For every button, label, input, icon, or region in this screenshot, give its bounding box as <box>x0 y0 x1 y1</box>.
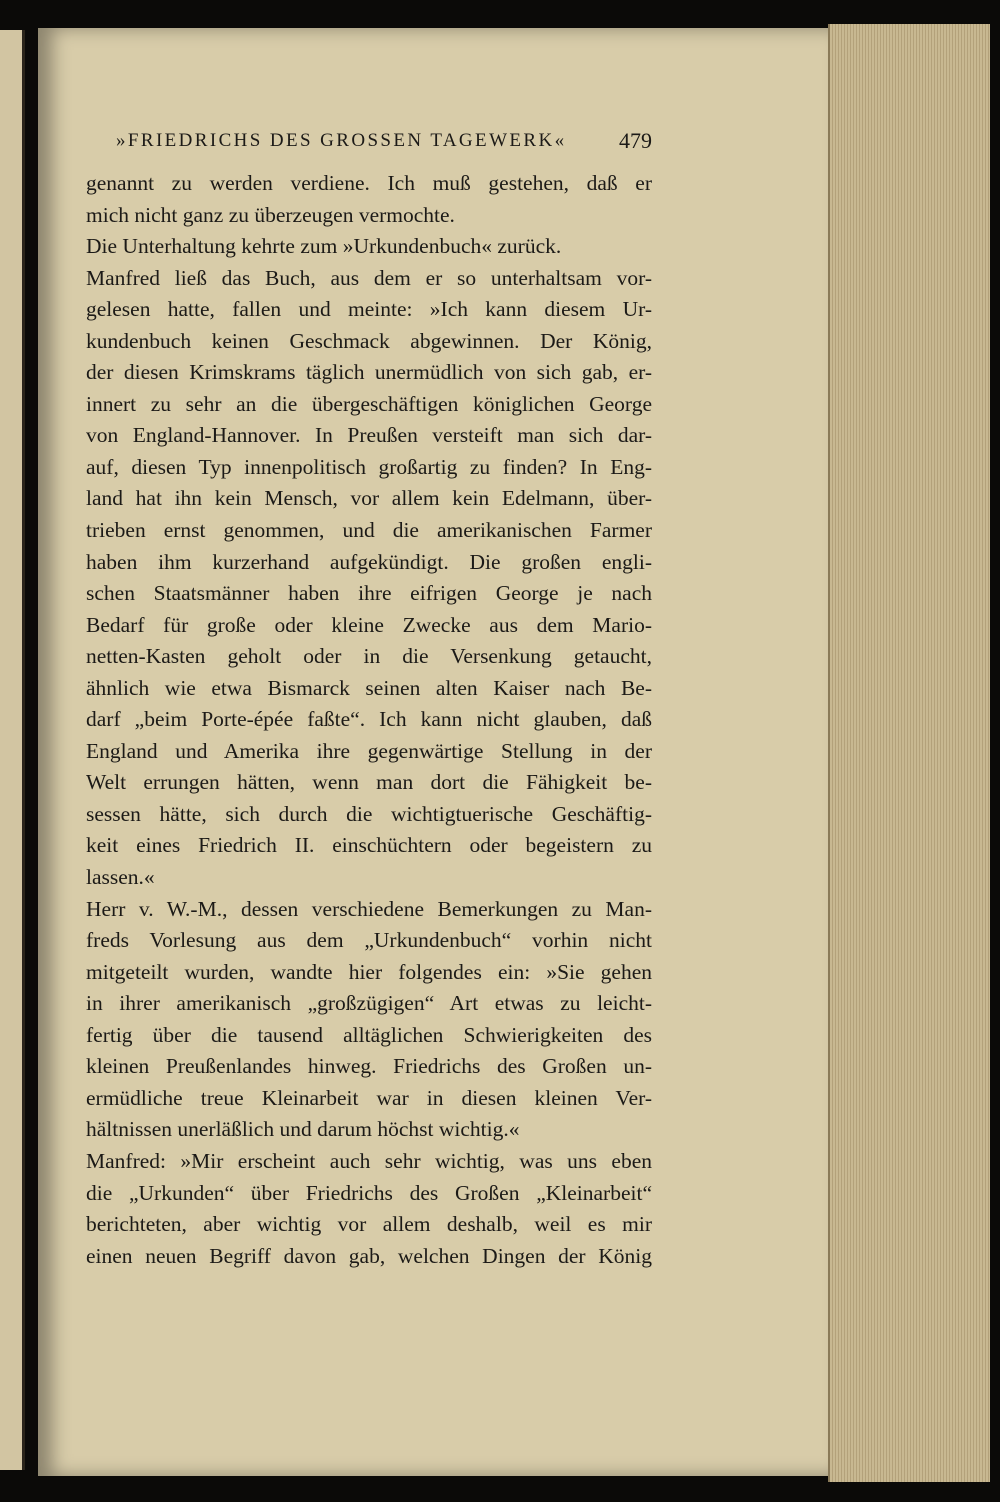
text-line: innert zu sehr an die übergeschäftigen königlichen George <box>86 391 652 416</box>
text-line: fertig über die tausend alltäglichen Schwierigkeiten des <box>86 1022 652 1047</box>
text-line: mich nicht ganz zu überzeugen vermochte. <box>86 202 455 227</box>
text-line: trieben ernst genommen, und die amerikanischen Farmer <box>86 518 652 543</box>
text-line: freds Vorlesung aus dem „Urkundenbuch“ vorhin nicht <box>86 928 652 953</box>
text-line: Welt errungen hätten, wenn man dort die Fähigkeit be- <box>86 770 652 795</box>
previous-page-edge <box>0 30 25 1470</box>
text-line: Manfred: »Mir erscheint auch sehr wichtig, was uns eben <box>86 1148 652 1173</box>
text-line: in ihrer amerikanisch „großzügigen“ Art etwas zu leicht- <box>86 991 652 1016</box>
text-line: der diesen Krimskrams täglich unermüdlich von sich gab, er- <box>86 360 652 385</box>
text-line: einen neuen Begriff davon gab, welchen Dingen der König <box>86 1243 652 1268</box>
text-line: von England-Hannover. In Preußen versteift man sich dar- <box>86 423 652 448</box>
text-line: darf „beim Porte-épée faßte“. Ich kann nicht glauben, daß <box>86 707 652 732</box>
text-line: die „Urkunden“ über Friedrichs des Großen „Kleinarbeit“ <box>86 1180 652 1205</box>
text-line: sessen hätte, sich durch die wichtigtuerische Geschäftig- <box>86 801 652 826</box>
text-line: genannt zu werden verdiene. Ich muß gestehen, daß er <box>86 171 652 195</box>
text-line: Manfred ließ das Buch, aus dem er so unterhaltsam vor- <box>86 265 652 290</box>
text-line: land hat ihn kein Mensch, vor allem kein Edelmann, über- <box>86 486 652 511</box>
text-line: England und Amerika ihre gegenwärtige Stellung in der <box>86 738 652 763</box>
text-line: gelesen hatte, fallen und meinte: »Ich kann diesem Ur- <box>86 297 652 322</box>
text-line: Die Unterhaltung kehrte zum »Urkundenbuch« zurück. <box>86 234 562 259</box>
running-head <box>116 130 652 160</box>
body-text <box>86 168 652 1288</box>
text-line: Herr v. W.-M., dessen verschiedene Bemerkungen zu Man- <box>86 896 652 921</box>
text-line: hältnissen unerläßlich und darum höchst wichtig.« <box>86 1117 520 1142</box>
text-line: ähnlich wie etwa Bismarck seinen alten Kaiser nach Be- <box>86 675 652 700</box>
text-line: kleinen Preußenlandes hinweg. Friedrichs des Großen un- <box>86 1054 652 1079</box>
text-line: netten-Kasten geholt oder in die Versenkung getaucht, <box>86 644 652 669</box>
text-line: haben ihm kurzerhand aufgekündigt. Die großen engli- <box>86 549 652 574</box>
text-line: Bedarf für große oder kleine Zwecke aus dem Mario- <box>86 612 652 637</box>
page-block-edge <box>828 24 990 1482</box>
text-line: kundenbuch keinen Geschmack abgewinnen. Der König, <box>86 328 652 353</box>
text-line: auf, diesen Typ innenpolitisch großartig zu finden? In Eng- <box>86 454 652 479</box>
text-line: mitgeteilt wurden, wandte hier folgendes ein: »Sie gehen <box>86 959 652 984</box>
text-line: schen Staatsmänner haben ihre eifrigen George je nach <box>86 581 652 606</box>
text-line: ermüdliche treue Kleinarbeit war in diesen kleinen Ver- <box>86 1085 652 1110</box>
text-line: berichteten, aber wichtig vor allem deshalb, weil es mir <box>86 1212 652 1237</box>
running-head-title: »FRIEDRICHS DES GROSSEN TAGEWERK« <box>116 130 567 151</box>
text-line: lassen.« <box>86 865 155 890</box>
text-line: keit eines Friedrich II. einschüchtern oder begeistern zu <box>86 833 652 858</box>
page-number: 479 <box>619 128 652 153</box>
